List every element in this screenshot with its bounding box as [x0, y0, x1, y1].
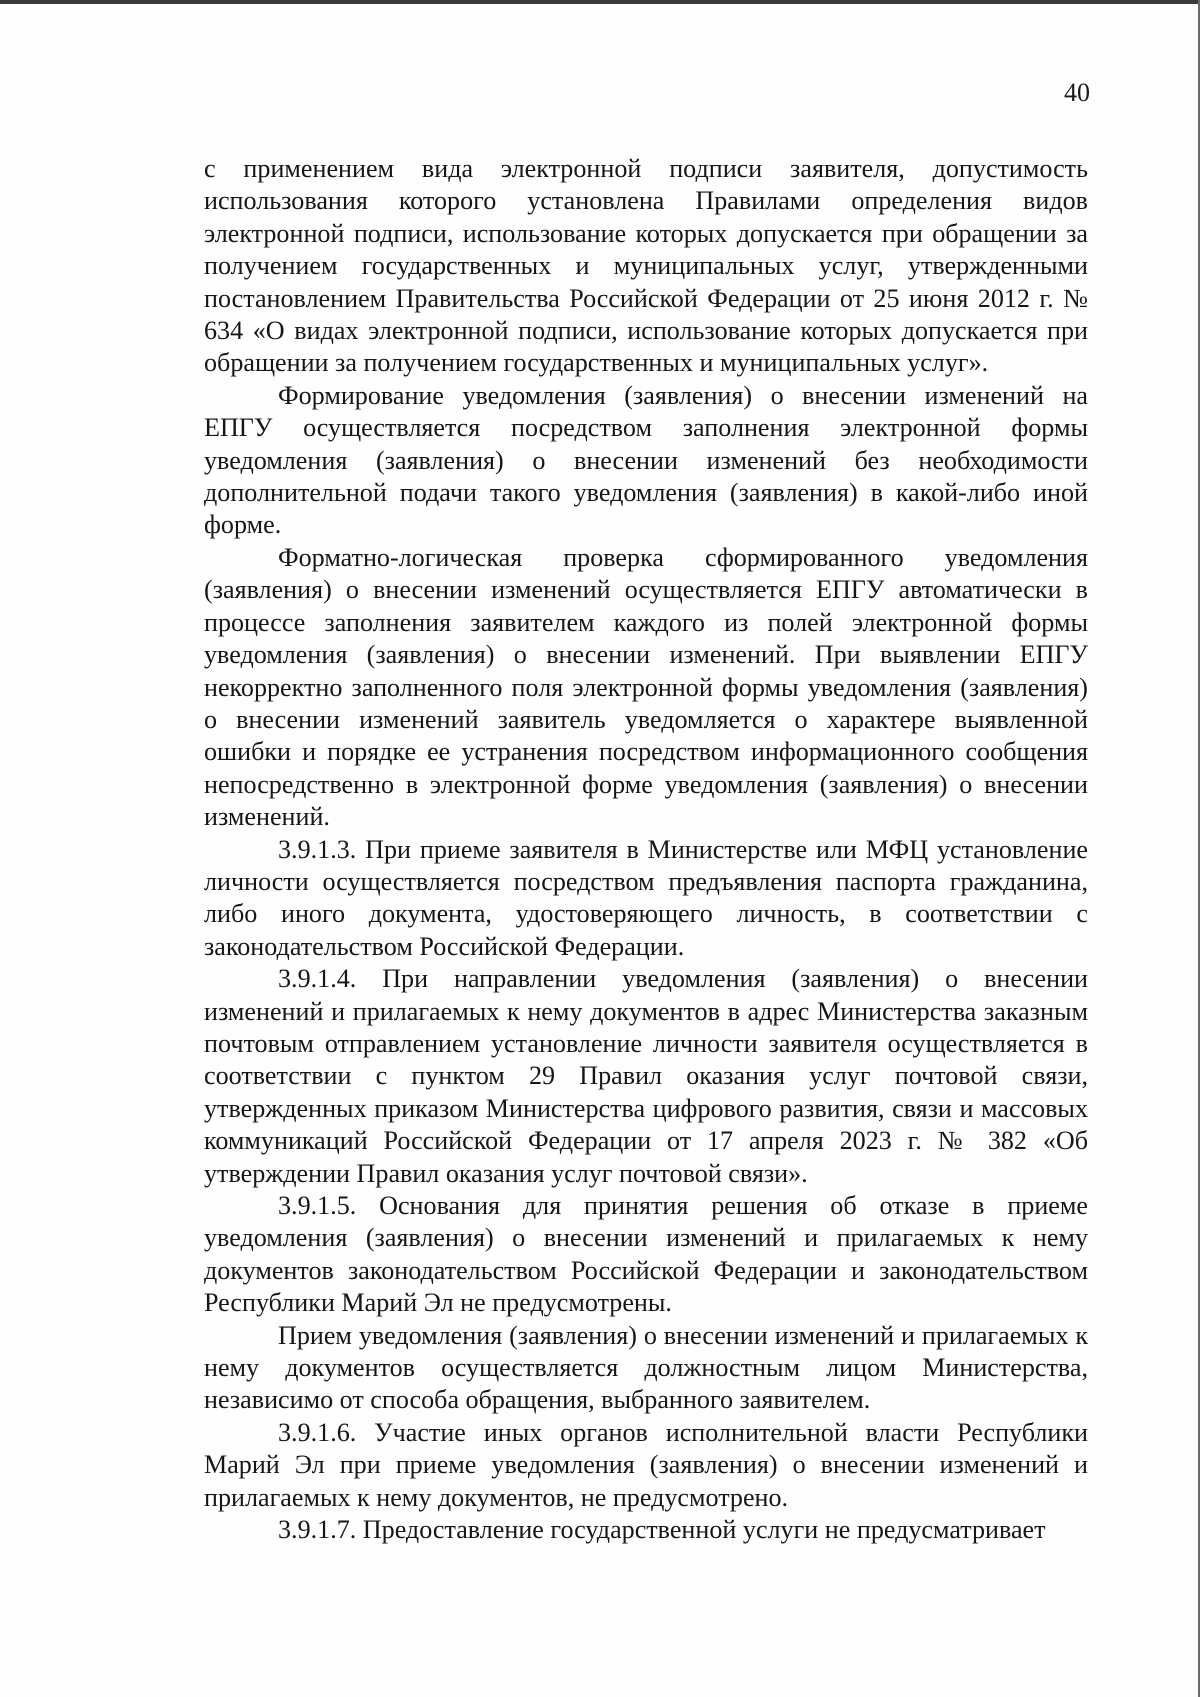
- paragraph: 3.9.1.5. Основания для принятия решения об отказе в приеме уведомления (заявления) о внесении изменений и прилагаемых к нему документов законодательством Российской Федерации и законодательством Республики Марий Эл не предусмотрены.: [204, 1191, 1088, 1318]
- paragraph: 3.9.1.6. Участие иных органов исполнительной власти Республики Марий Эл при приеме уведомления (заявления) о внесении изменений и прилагаемых к нему документов, не предусмотрено.: [204, 1417, 1088, 1512]
- paragraph: Формирование уведомления (заявления) о внесении изменений на ЕПГУ осуществляется посредством заполнения электронной формы уведомления (заявления) о внесении изменений без необходимости дополнительной подачи такого уведомления (заявления) в какой-либо иной форме.: [204, 380, 1088, 540]
- page-number: 40: [1064, 78, 1090, 107]
- paragraph: 3.9.1.4. При направлении уведомления (заявления) о внесении изменений и прилагаемых к нему документов в адрес Министерства заказным почтовым отправлением установление личности заявителя осуществляется в соответствии с пунктом 29 Правил оказания услуг почтовой связи, утвержденных приказом Министерства цифрового развития, связи и массовых коммуникаций Российской Федерации от 17 апреля 2023 г. № 382 «Об утверждении Правил оказания услуг почтовой связи».: [204, 964, 1088, 1188]
- paragraph: 3.9.1.3. При приеме заявителя в Министерстве или МФЦ установление личности осуществляется посредством предъявления паспорта гражданина, либо иного документа, удостоверяющего личность, в соответствии с законодательством Российской Федерации.: [204, 834, 1088, 961]
- document-body: [204, 153, 1088, 1546]
- scan-edge-top: [0, 0, 1200, 4]
- paragraph: 3.9.1.7. Предоставление государственной услуги не предусматривает: [278, 1515, 1046, 1545]
- paragraph: Прием уведомления (заявления) о внесении изменений и прилагаемых к нему документов осуществляется должностным лицом Министерства, независимо от способа обращения, выбранного заявителем.: [204, 1320, 1088, 1415]
- paragraph: с применением вида электронной подписи заявителя, допустимость использования которого установлена Правилами определения видов электронной подписи, использование которых допускается при обращении за получением государственных и муниципальных услуг, утвержденными постановлением Правительства Российской Федерации от 25 июня 2012 г. № 634 «О видах электронной подписи, использование которых допускается при обращении за получением государственных и муниципальных услуг».: [204, 154, 1088, 378]
- paragraph: Форматно-логическая проверка сформированного уведомления (заявления) о внесении изменений осуществляется ЕПГУ автоматически в процессе заполнения заявителем каждого из полей электронной формы уведомления (заявления) о внесении изменений. При выявлении ЕПГУ некорректно заполненного поля электронной формы уведомления (заявления) о внесении изменений заявитель уведомляется о характере выявленной ошибки и порядке ее устранения посредством информационного сообщения непосредственно в электронной форме уведомления (заявления) о внесении изменений.: [204, 542, 1088, 832]
